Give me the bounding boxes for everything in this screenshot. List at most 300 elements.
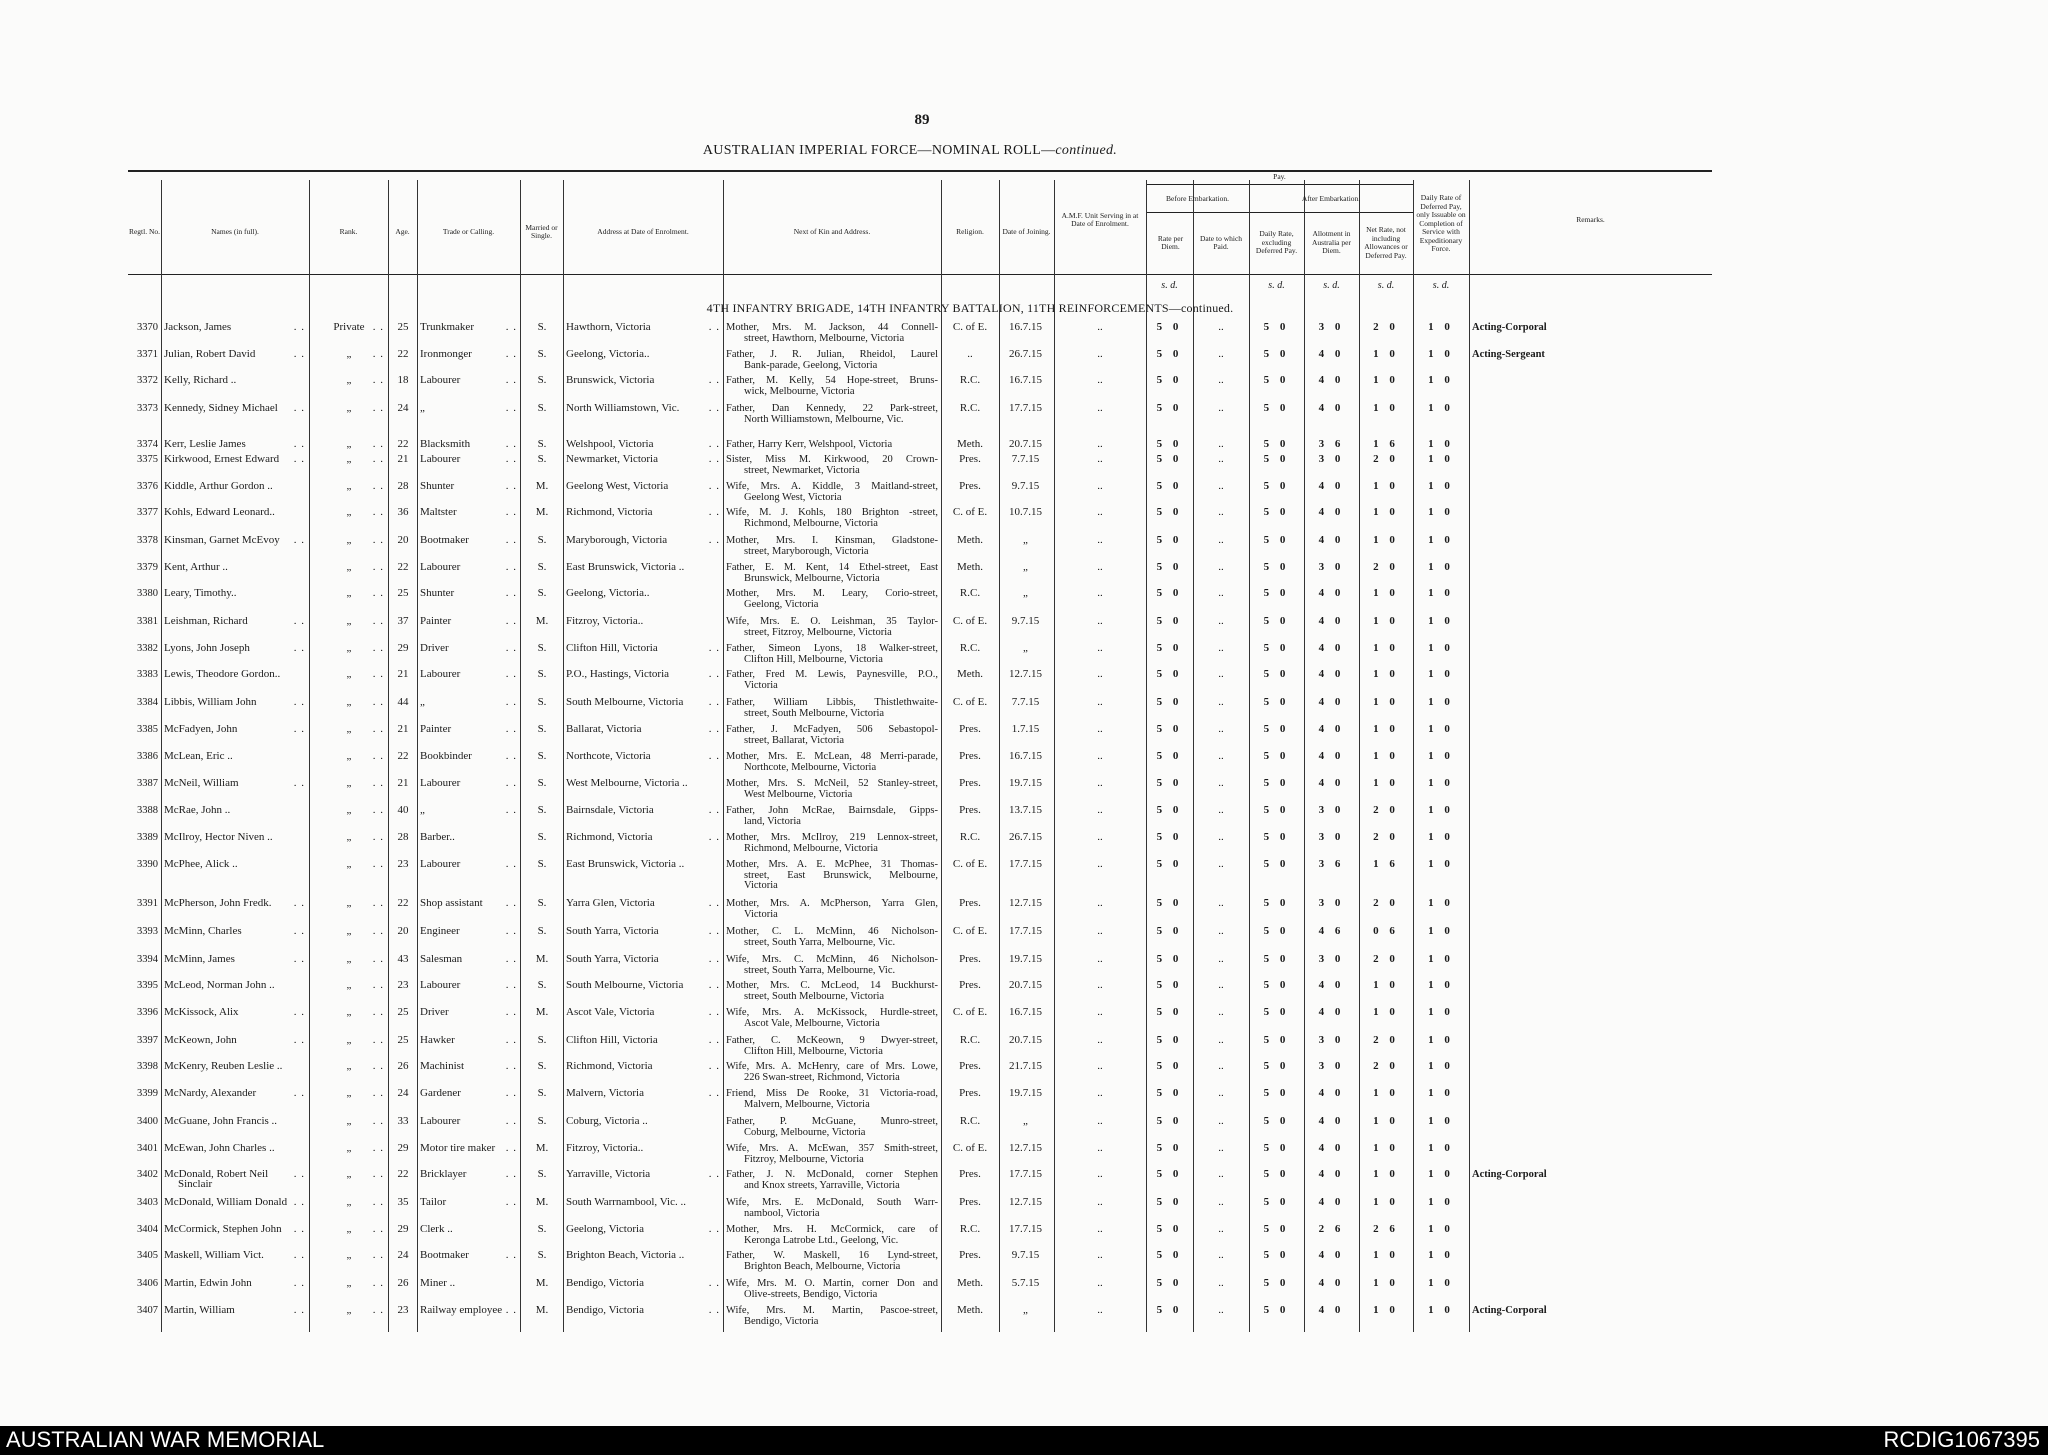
header-married: Married or Single. xyxy=(525,222,558,240)
cell-date: 19.7.15 xyxy=(1009,777,1042,789)
cell-net: 2 0 xyxy=(1373,897,1399,909)
cell-ms: S. xyxy=(537,831,547,843)
cell-next-of-kin-line: Geelong, Victoria xyxy=(744,598,819,610)
cell-date: 16.7.15 xyxy=(1009,1006,1042,1018)
cell-rank: „ . . xyxy=(312,669,386,680)
cell-amf: .. xyxy=(1097,1006,1103,1018)
cell-rank: „ . . xyxy=(312,454,386,465)
cell-def: 1 0 xyxy=(1428,587,1454,599)
cell-no: 3376 xyxy=(137,481,158,492)
cell-addr: Yarra Glen, Victoria . . xyxy=(566,898,722,909)
cell-rel: Pres. xyxy=(959,1196,981,1208)
cell-allot: 4 0 xyxy=(1318,668,1345,680)
cell-age: 18 xyxy=(397,374,409,386)
cell-net: 1 0 xyxy=(1373,1142,1399,1154)
cell-no: 3405 xyxy=(137,1250,158,1261)
cell-trade: Railway employee . . xyxy=(420,1305,519,1316)
cell-amf: .. xyxy=(1097,953,1103,965)
footer-institution: AUSTRALIAN WAR MEMORIAL xyxy=(6,1427,325,1452)
cell-daily: 5 0 xyxy=(1263,534,1290,546)
cell-age: 23 xyxy=(397,979,409,991)
cell-ms: S. xyxy=(537,348,547,360)
cell-next-of-kin-line: and Knox streets, Yarraville, Victoria xyxy=(744,1179,900,1191)
cell-next-of-kin-line: Mother, Mrs. I. Kinsman, Gladstone- xyxy=(726,535,938,546)
cell-trade: Painter . . xyxy=(420,616,519,627)
cell-daily: 5 0 xyxy=(1263,642,1290,654)
cell-allot: 4 0 xyxy=(1318,750,1345,762)
cell-next-of-kin-line: Brunswick, Melbourne, Victoria xyxy=(744,572,880,584)
cell-name: McDonald, William Donald . . xyxy=(164,1197,307,1208)
cell-ms: S. xyxy=(537,1249,547,1261)
cell-rel: Pres. xyxy=(959,453,981,465)
cell-date: 17.7.15 xyxy=(1009,402,1042,414)
sd-rate: s. d. xyxy=(1161,280,1178,291)
cell-amf: .. xyxy=(1097,1249,1103,1261)
cell-daily: 5 0 xyxy=(1263,804,1290,816)
cell-no: 3402 xyxy=(137,1169,158,1180)
cell-paid: .. xyxy=(1218,1223,1224,1235)
header-amf-unit: A.M.F. Unit Serving in at Date of Enrolment. xyxy=(1061,210,1139,228)
cell-paid: .. xyxy=(1218,561,1224,573)
cell-rank: „ . . xyxy=(312,1143,386,1154)
cell-rate: 5 0 xyxy=(1156,1277,1183,1289)
cell-ms: S. xyxy=(537,668,547,680)
cell-next-of-kin-line: Wife, Mrs. E. O. Leishman, 35 Taylor- xyxy=(726,616,938,627)
cell-no: 3403 xyxy=(137,1197,158,1208)
cell-rel: R.C. xyxy=(959,374,981,386)
cell-name: Kerr, Leslie James . . xyxy=(164,439,307,450)
cell-allot: 4 0 xyxy=(1318,1277,1345,1289)
cell-name: McFadyen, John . . xyxy=(164,724,307,735)
cell-rank: „ . . xyxy=(312,805,386,816)
cell-next-of-kin-line: Friend, Miss De Rooke, 31 Victoria-road, xyxy=(726,1088,938,1099)
cell-daily: 5 0 xyxy=(1263,1223,1290,1235)
cell-ms: S. xyxy=(537,1087,547,1099)
table-row xyxy=(0,858,2048,891)
cell-rel: Pres. xyxy=(959,480,981,492)
cell-trade: Labourer . . xyxy=(420,669,519,680)
cell-amf: .. xyxy=(1097,506,1103,518)
sd-daily: s. d. xyxy=(1268,280,1285,291)
cell-paid: .. xyxy=(1218,402,1224,414)
cell-amf: .. xyxy=(1097,438,1103,450)
cell-rank: „ . . xyxy=(312,439,386,450)
cell-next-of-kin-line: Father, C. McKeown, 9 Dwyer-street, xyxy=(726,1035,938,1046)
cell-trade: Hawker . . xyxy=(420,1035,519,1046)
cell-rate: 5 0 xyxy=(1156,953,1183,965)
cell-def: 1 0 xyxy=(1428,1249,1454,1261)
cell-no: 3382 xyxy=(137,643,158,654)
cell-amf: .. xyxy=(1097,1277,1103,1289)
cell-trade: Motor tire maker . . xyxy=(420,1143,519,1154)
cell-rate: 5 0 xyxy=(1156,453,1183,465)
cell-allot: 4 0 xyxy=(1318,777,1345,789)
cell-amf: .. xyxy=(1097,750,1103,762)
cell-paid: .. xyxy=(1218,506,1224,518)
cell-name: Martin, Edwin John . . xyxy=(164,1278,307,1289)
cell-ms: S. xyxy=(537,587,547,599)
cell-allot: 4 0 xyxy=(1318,696,1345,708)
cell-allot: 4 0 xyxy=(1318,615,1345,627)
cell-rank: „ . . xyxy=(312,832,386,843)
cell-no: 3385 xyxy=(137,724,158,735)
cell-next-of-kin-line: Father, J. McFadyen, 506 Sebastopol- xyxy=(726,724,938,735)
cell-name: Kelly, Richard .. xyxy=(164,374,237,386)
cell-net: 1 0 xyxy=(1373,750,1399,762)
cell-addr: Clifton Hill, Victoria . . xyxy=(566,1035,722,1046)
cell-name: Kinsman, Garnet McEvoy . . xyxy=(164,535,307,546)
cell-trade: Bootmaker . . xyxy=(420,535,519,546)
cell-def: 1 0 xyxy=(1428,696,1454,708)
cell-rate: 5 0 xyxy=(1156,561,1183,573)
cell-next-of-kin-line: street, Newmarket, Victoria xyxy=(744,464,860,476)
cell-next-of-kin-line: Fitzroy, Melbourne, Victoria xyxy=(744,1153,864,1165)
cell-name: McKenry, Reuben Leslie .. xyxy=(164,1060,283,1072)
cell-rate: 5 0 xyxy=(1156,858,1183,870)
cell-date: 16.7.15 xyxy=(1009,750,1042,762)
cell-paid: .. xyxy=(1218,1304,1224,1316)
title-suffix: continued. xyxy=(1055,143,1118,158)
cell-name: McGuane, John Francis .. xyxy=(164,1115,278,1127)
cell-date: „ xyxy=(1023,534,1028,546)
cell-def: 1 0 xyxy=(1428,668,1454,680)
cell-no: 3407 xyxy=(137,1305,158,1316)
cell-trade: Machinist . . xyxy=(420,1061,519,1072)
cell-net: 1 0 xyxy=(1373,696,1399,708)
cell-no: 3384 xyxy=(137,697,158,708)
cell-addr: Yarraville, Victoria . . xyxy=(566,1169,722,1180)
cell-rank: „ . . xyxy=(312,588,386,599)
cell-next-of-kin-line: nambool, Victoria xyxy=(744,1207,820,1219)
cell-next-of-kin-line: Bendigo, Victoria xyxy=(744,1315,819,1327)
cell-age: 20 xyxy=(397,534,409,546)
cell-paid: .. xyxy=(1218,979,1224,991)
cell-daily: 5 0 xyxy=(1263,858,1290,870)
cell-trade: Shunter . . xyxy=(420,481,519,492)
cell-rate: 5 0 xyxy=(1156,668,1183,680)
cell-paid: .. xyxy=(1218,1249,1224,1261)
cell-net: 1 0 xyxy=(1373,1087,1399,1099)
cell-amf: .. xyxy=(1097,561,1103,573)
cell-ms: M. xyxy=(535,615,549,627)
cell-amf: .. xyxy=(1097,534,1103,546)
cell-next-of-kin-line: Father, John McRae, Bairnsdale, Gipps- xyxy=(726,805,938,816)
cell-age: 24 xyxy=(397,1087,409,1099)
cell-net: 1 0 xyxy=(1373,668,1399,680)
cell-next-of-kin-line: Father, P. McGuane, Munro-street, xyxy=(726,1116,938,1127)
cell-no: 3397 xyxy=(137,1035,158,1046)
cell-name: Lyons, John Joseph . . xyxy=(164,643,307,654)
cell-net: 1 0 xyxy=(1373,587,1399,599)
cell-date: 5.7.15 xyxy=(1011,1277,1040,1289)
cell-name: Kiddle, Arthur Gordon .. xyxy=(164,480,273,492)
cell-no: 3372 xyxy=(137,375,158,386)
cell-def: 1 0 xyxy=(1428,321,1454,333)
cell-next-of-kin-line: Father, Simeon Lyons, 18 Walker-street, xyxy=(726,643,938,654)
cell-date: 16.7.15 xyxy=(1009,321,1042,333)
cell-amf: .. xyxy=(1097,453,1103,465)
cell-name: McRae, John .. xyxy=(164,804,231,816)
cell-paid: .. xyxy=(1218,348,1224,360)
cell-trade: Salesman . . xyxy=(420,954,519,965)
cell-net: 1 0 xyxy=(1373,1277,1399,1289)
cell-date: 12.7.15 xyxy=(1009,668,1042,680)
cell-paid: .. xyxy=(1218,897,1224,909)
cell-daily: 5 0 xyxy=(1263,979,1290,991)
cell-rank: „ . . xyxy=(312,1116,386,1127)
table-row xyxy=(0,696,2048,719)
cell-allot: 3 0 xyxy=(1318,1060,1345,1072)
cell-ms: M. xyxy=(535,1142,549,1154)
cell-next-of-kin-line: Wife, Mrs. A. Kiddle, 3 Maitland-street, xyxy=(726,481,938,492)
cell-rel: C. of E. xyxy=(952,506,988,518)
cell-rank: „ . . xyxy=(312,1088,386,1099)
cell-rate: 5 0 xyxy=(1156,1115,1183,1127)
cell-trade: Clerk .. xyxy=(420,1223,453,1235)
cell-rate: 5 0 xyxy=(1156,321,1183,333)
cell-age: 29 xyxy=(397,642,409,654)
cell-addr: Ascot Vale, Victoria . . xyxy=(566,1007,722,1018)
cell-rank: „ . . xyxy=(312,1035,386,1046)
cell-no: 3373 xyxy=(137,403,158,414)
cell-net: 2 0 xyxy=(1373,321,1399,333)
cell-net: 1 0 xyxy=(1373,642,1399,654)
cell-date: 12.7.15 xyxy=(1009,897,1042,909)
cell-rel: R.C. xyxy=(959,1034,981,1046)
cell-age: 25 xyxy=(397,587,409,599)
cell-name: McPherson, John Fredk. . . xyxy=(164,898,307,909)
cell-date: 7.7.15 xyxy=(1011,453,1040,465)
cell-trade: Bookbinder . . xyxy=(420,751,519,762)
cell-def: 1 0 xyxy=(1428,453,1454,465)
header-date-joining: Date of Joining. xyxy=(1002,226,1051,236)
cell-age: 22 xyxy=(397,750,409,762)
cell-next-of-kin-line: Richmond, Melbourne, Victoria xyxy=(744,517,878,529)
cell-rate: 5 0 xyxy=(1156,534,1183,546)
cell-next-of-kin-line: Wife, M. J. Kohls, 180 Brighton -street, xyxy=(726,507,938,518)
cell-ms: S. xyxy=(537,453,547,465)
cell-net: 1 0 xyxy=(1373,1249,1399,1261)
cell-amf: .. xyxy=(1097,979,1103,991)
cell-daily: 5 0 xyxy=(1263,374,1290,386)
section-heading: 4TH INFANTRY BRIGADE, 14TH INFANTRY BATTALION, 11TH REINFORCEMENTS—continued. xyxy=(706,301,1234,315)
cell-name: Leishman, Richard . . xyxy=(164,616,307,627)
cell-rate: 5 0 xyxy=(1156,1249,1183,1261)
table-row xyxy=(0,1249,2048,1272)
cell-ms: M. xyxy=(535,506,549,518)
cell-rel: C. of E. xyxy=(952,925,988,937)
cell-daily: 5 0 xyxy=(1263,1115,1290,1127)
cell-next-of-kin-line: Victoria xyxy=(744,908,778,920)
cell-rank: „ . . xyxy=(312,349,386,360)
cell-trade: Labourer . . xyxy=(420,980,519,991)
cell-date: „ xyxy=(1023,587,1028,599)
cell-age: 40 xyxy=(397,804,409,816)
cell-rel: R.C. xyxy=(959,642,981,654)
cell-rel: Pres. xyxy=(959,1168,981,1180)
cell-paid: .. xyxy=(1218,696,1224,708)
cell-trade: Labourer . . xyxy=(420,454,519,465)
cell-rank: „ . . xyxy=(312,535,386,546)
header-bottom-rule xyxy=(128,274,1712,275)
cell-daily: 5 0 xyxy=(1263,1034,1290,1046)
cell-rel: C. of E. xyxy=(952,1006,988,1018)
cell-rel: C. of E. xyxy=(952,321,988,333)
cell-name: Maskell, William Vict. . . xyxy=(164,1250,307,1261)
cell-paid: .. xyxy=(1218,534,1224,546)
cell-amf: .. xyxy=(1097,374,1103,386)
cell-allot: 4 0 xyxy=(1318,723,1345,735)
cell-ms: M. xyxy=(535,1277,549,1289)
cell-date: 12.7.15 xyxy=(1009,1196,1042,1208)
cell-rel: Meth. xyxy=(957,438,983,450)
cell-def: 1 0 xyxy=(1428,348,1454,360)
cell-rate: 5 0 xyxy=(1156,1060,1183,1072)
cell-rel: Pres. xyxy=(959,723,981,735)
cell-date: 13.7.15 xyxy=(1009,804,1042,816)
cell-ms: S. xyxy=(537,534,547,546)
cell-rel: Meth. xyxy=(957,1304,983,1316)
cell-date: 12.7.15 xyxy=(1009,1142,1042,1154)
cell-amf: .. xyxy=(1097,1115,1103,1127)
cell-ms: S. xyxy=(537,642,547,654)
cell-ms: S. xyxy=(537,696,547,708)
cell-rank: „ . . xyxy=(312,1224,386,1235)
cell-daily: 5 0 xyxy=(1263,1087,1290,1099)
embarkation-rule xyxy=(1146,212,1413,213)
table-row xyxy=(0,979,2048,1002)
cell-rate: 5 0 xyxy=(1156,1168,1183,1180)
cell-age: 24 xyxy=(397,402,409,414)
cell-addr: Brighton Beach, Victoria .. xyxy=(566,1249,685,1261)
cell-paid: .. xyxy=(1218,1006,1224,1018)
cell-allot: 4 0 xyxy=(1318,374,1345,386)
cell-next-of-kin-line: Wife, Mrs. A. McEwan, 357 Smith-street, xyxy=(726,1143,938,1154)
cell-next-of-kin-line: Mother, Mrs. C. McLeod, 14 Buckhurst- xyxy=(726,980,938,991)
cell-no: 3378 xyxy=(137,535,158,546)
cell-next-of-kin-line: Wife, Mrs. E. McDonald, South Warr- xyxy=(726,1197,938,1208)
cell-next-of-kin-line: wick, Melbourne, Victoria xyxy=(744,385,855,397)
cell-amf: .. xyxy=(1097,642,1103,654)
cell-age: 21 xyxy=(397,777,409,789)
cell-amf: .. xyxy=(1097,777,1103,789)
table-row xyxy=(0,897,2048,920)
cell-next-of-kin-line: Father, E. M. Kent, 14 Ethel-street, East xyxy=(726,562,938,573)
cell-rate: 5 0 xyxy=(1156,642,1183,654)
cell-ms: S. xyxy=(537,804,547,816)
cell-age: 43 xyxy=(397,953,409,965)
cell-addr: South Melbourne, Victoria . . xyxy=(566,980,722,991)
cell-next-of-kin-line: street, South Melbourne, Victoria xyxy=(744,990,885,1002)
cell-ms: S. xyxy=(537,1034,547,1046)
cell-rel: R.C. xyxy=(959,831,981,843)
cell-no: 3377 xyxy=(137,507,158,518)
cell-net: 1 0 xyxy=(1373,480,1399,492)
cell-trade: Labourer . . xyxy=(420,778,519,789)
cell-addr: Malvern, Victoria . . xyxy=(566,1088,722,1099)
cell-allot: 3 6 xyxy=(1318,438,1345,450)
cell-ms: S. xyxy=(537,1223,547,1235)
cell-name: McDonald, Robert Neil . . xyxy=(164,1169,307,1180)
cell-next-of-kin-line: Father, Dan Kennedy, 22 Park-street, xyxy=(726,403,938,414)
cell-next-of-kin-line: Ascot Vale, Melbourne, Victoria xyxy=(744,1017,880,1029)
cell-next-of-kin-line: North Williamstown, Melbourne, Vic. xyxy=(744,413,904,425)
cell-addr: Northcote, Victoria . . xyxy=(566,751,722,762)
cell-allot: 4 0 xyxy=(1318,1142,1345,1154)
cell-paid: .. xyxy=(1218,723,1224,735)
table-row xyxy=(0,1277,2048,1300)
cell-date: „ xyxy=(1023,561,1028,573)
cell-no: 3387 xyxy=(137,778,158,789)
cell-age: 33 xyxy=(397,1115,409,1127)
cell-addr: Clifton Hill, Victoria . . xyxy=(566,643,722,654)
cell-addr: Fitzroy, Victoria.. xyxy=(566,615,644,627)
cell-amf: .. xyxy=(1097,668,1103,680)
cell-net: 2 0 xyxy=(1373,804,1399,816)
cell-trade: Labourer . . xyxy=(420,562,519,573)
cell-next-of-kin-line: Wife, Mrs. M. Martin, Pascoe-street, xyxy=(726,1305,938,1316)
cell-date: 10.7.15 xyxy=(1009,506,1042,518)
cell-ms: S. xyxy=(537,897,547,909)
cell-allot: 3 0 xyxy=(1318,831,1345,843)
cell-trade: Bootmaker . . xyxy=(420,1250,519,1261)
cell-amf: .. xyxy=(1097,1087,1103,1099)
cell-daily: 5 0 xyxy=(1263,615,1290,627)
cell-name: McLean, Eric .. xyxy=(164,750,233,762)
cell-name: Kirkwood, Ernest Edward . . xyxy=(164,454,307,465)
cell-age: 21 xyxy=(397,723,409,735)
cell-rank: „ . . xyxy=(312,1305,386,1316)
cell-net: 2 6 xyxy=(1373,1223,1399,1235)
cell-no: 3390 xyxy=(137,859,158,870)
table-row xyxy=(0,374,2048,397)
cell-rank: „ . . xyxy=(312,643,386,654)
cell-date: „ xyxy=(1023,642,1028,654)
cell-def: 1 0 xyxy=(1428,438,1454,450)
cell-no: 3389 xyxy=(137,832,158,843)
cell-net: 1 0 xyxy=(1373,1006,1399,1018)
cell-age: 22 xyxy=(397,1168,409,1180)
cell-next-of-kin-line: street, South Melbourne, Victoria xyxy=(744,707,885,719)
cell-next-of-kin-line: Father, Harry Kerr, Welshpool, Victoria xyxy=(726,439,893,450)
cell-rel: Pres. xyxy=(959,777,981,789)
cell-addr: South Yarra, Victoria . . xyxy=(566,954,722,965)
table-row xyxy=(0,506,2048,529)
cell-addr: South Warrnambool, Vic. .. xyxy=(566,1196,686,1208)
cell-daily: 5 0 xyxy=(1263,1142,1290,1154)
cell-name: McPhee, Alick .. xyxy=(164,858,238,870)
cell-addr: Geelong, Victoria.. xyxy=(566,348,650,360)
cell-def: 1 0 xyxy=(1428,506,1454,518)
cell-rate: 5 0 xyxy=(1156,1304,1183,1316)
cell-amf: .. xyxy=(1097,480,1103,492)
cell-net: 2 0 xyxy=(1373,953,1399,965)
cell-age: 23 xyxy=(397,858,409,870)
cell-rank: „ . . xyxy=(312,1061,386,1072)
cell-daily: 5 0 xyxy=(1263,587,1290,599)
cell-date: 20.7.15 xyxy=(1009,979,1042,991)
cell-addr: Newmarket, Victoria . . xyxy=(566,454,722,465)
cell-rate: 5 0 xyxy=(1156,777,1183,789)
cell-trade: Driver . . xyxy=(420,1007,519,1018)
cell-no: 3388 xyxy=(137,805,158,816)
cell-daily: 5 0 xyxy=(1263,348,1290,360)
cell-allot: 4 0 xyxy=(1318,506,1345,518)
table-row xyxy=(0,668,2048,691)
cell-def: 1 0 xyxy=(1428,1087,1454,1099)
cell-amf: .. xyxy=(1097,723,1103,735)
cell-amf: .. xyxy=(1097,925,1103,937)
